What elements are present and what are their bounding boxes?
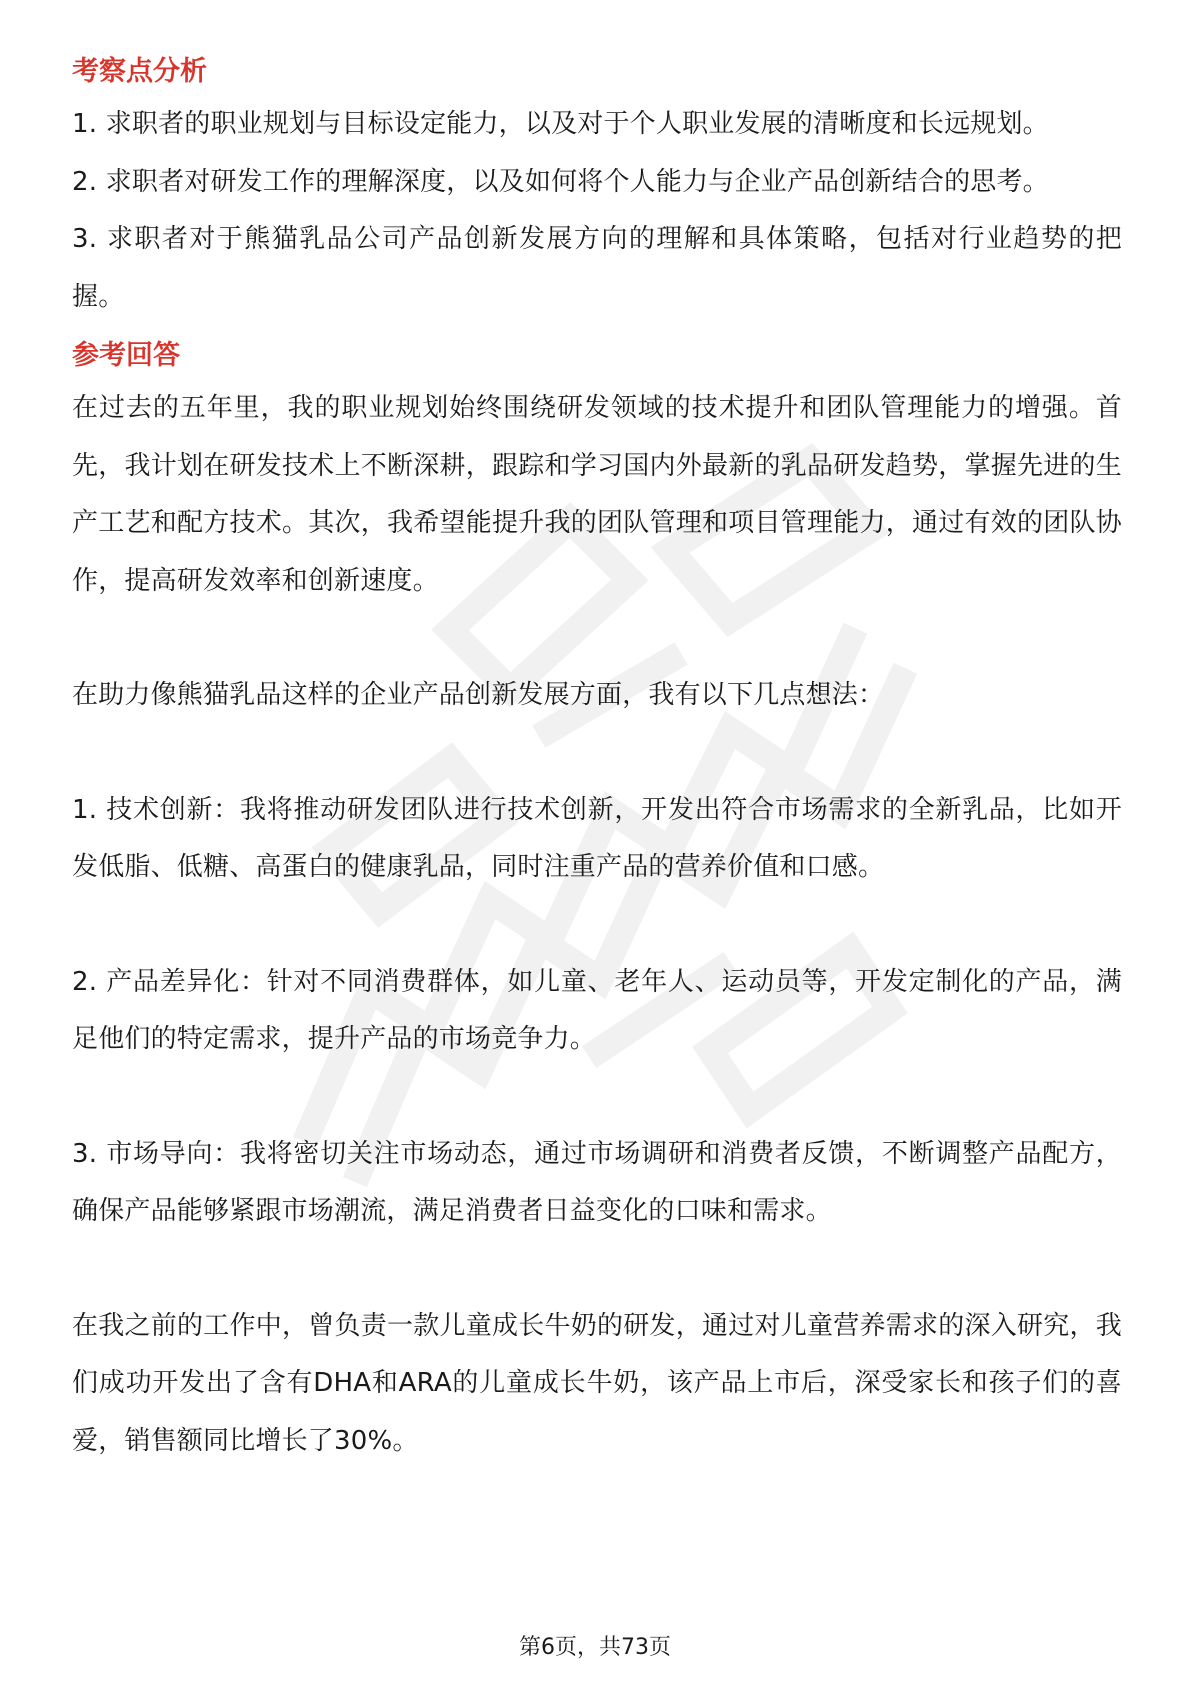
answer-idea-2: 2. 产品差异化：针对不同消费群体，如儿童、老年人、运动员等，开发定制化的产品，满足他们的特定需求，提升产品的市场竞争力。 [72,966,1122,1054]
document-body [72,48,1122,1470]
page-number: 第6页，共73页 [519,1635,671,1660]
answer-paragraph-experience: 在我之前的工作中，曾负责一款儿童成长牛奶的研发，通过对儿童营养需求的深入研究，我们成功开发出了含有DHA和ARA的儿童成长牛奶，该产品上市后，深受家长和孩子们的喜爱，销售额同比增长了30%。 [72,1310,1122,1456]
answer-paragraph-ideas-lead: 在助力像熊猫乳品这样的企业产品创新发展方面，我有以下几点想法： [72,680,885,710]
answer-paragraph-intro: 在过去的五年里，我的职业规划始终围绕研发领域的技术提升和团队管理能力的增强。首先，我计划在研发技术上不断深耕，跟踪和学习国内外最新的乳品研发趋势，掌握先进的生产工艺和配方技术。其次，我希望能提升我的团队管理和项目管理能力，通过有效的团队协作，提高研发效率和创新速度。 [72,393,1122,596]
section-heading-analysis: 考察点分析 [72,56,207,87]
analysis-point-2: 2. 求职者对研发工作的理解深度，以及如何将个人能力与企业产品创新结合的思考。 [72,166,1049,197]
analysis-point-3: 3. 求职者对于熊猫乳品公司产品创新发展方向的理解和具体策略，包括对行业趋势的把握。 [72,224,1122,312]
analysis-point-1: 1. 求职者的职业规划与目标设定能力，以及对于个人职业发展的清晰度和长远规划。 [72,109,1049,139]
answer-idea-3: 3. 市场导向：我将密切关注市场动态，通过市场调研和消费者反馈，不断调整产品配方，确保产品能够紧跟市场潮流，满足消费者日益变化的口味和需求。 [72,1138,1122,1226]
section-heading-reference-answer: 参考回答 [72,340,180,371]
answer-idea-1: 1. 技术创新：我将推动研发团队进行技术创新，开发出符合市场需求的全新乳品，比如开发低脂、低糖、高蛋白的健康乳品，同时注重产品的营养价值和口感。 [72,794,1122,882]
